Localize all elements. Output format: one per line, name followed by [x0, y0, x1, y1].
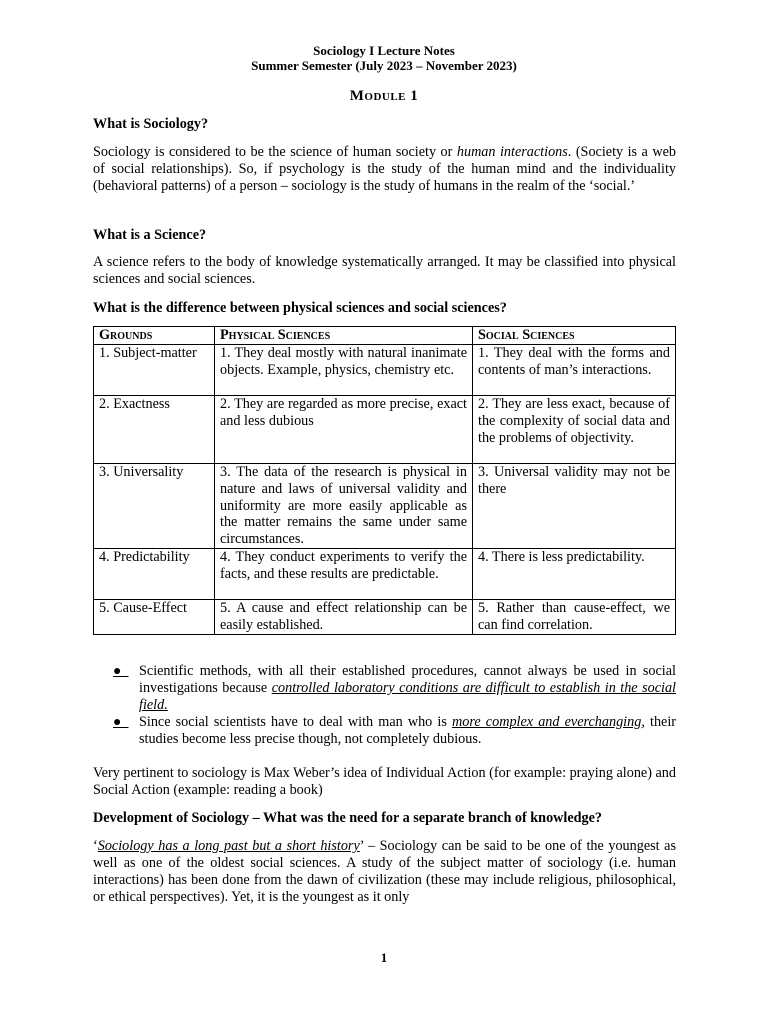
column-header-grounds: Grounds [94, 327, 215, 345]
column-header-social: Social Sciences [473, 327, 676, 345]
bullet-icon: ● [113, 715, 129, 730]
table-cell: 1. They deal mostly with natural inanimate objects. Example, physics, chemistry etc. [215, 345, 473, 396]
heading-what-is-sociology: What is Sociology? [93, 116, 209, 132]
table-row [94, 396, 676, 464]
table-cell: 5. A cause and effect relationship can be easily established. [215, 600, 473, 635]
underlined-text: controlled laboratory conditions are difficult to establish in the social field. [139, 680, 676, 713]
heading-difference: What is the difference between physical sciences and social sciences? [93, 300, 507, 316]
table-row [94, 600, 676, 635]
text-run: ’ [359, 838, 364, 854]
table-cell: 1. They deal with the forms and contents of man’s interactions. [473, 345, 676, 396]
document-title: Sociology I Lecture Notes [313, 43, 455, 58]
text-run: – Sociology can be said to be one of the youngest as well as one of the oldest social sciences. A study of the subject matter of sociology (i.e. human interactions) has been done from the dawn of civilization (these may include religious, philosophical, or ethical perspectives). Yet, it is the youngest as it only [93, 838, 676, 905]
table-row [94, 345, 676, 396]
text-run: ‘ [93, 838, 98, 854]
paragraph-development [93, 838, 676, 906]
table-cell: 3. Universal validity may not be there [473, 464, 676, 549]
table-cell: 5. Rather than cause-effect, we can find correlation. [473, 600, 676, 635]
table-cell: 4. Predictability [94, 549, 215, 600]
document-subtitle: Summer Semester (July 2023 – November 2023) [251, 58, 517, 73]
table-cell: 2. Exactness [94, 396, 215, 464]
table-cell: 3. The data of the research is physical in nature and laws of universal validity and uniformity are more easily applicable as the matter remains the same under same circumstances. [215, 464, 473, 549]
table-header-row [94, 327, 676, 345]
list-item [113, 714, 676, 748]
emphasis-text: human interactions [456, 144, 568, 160]
bullet-list [113, 663, 676, 748]
text-run: , their studies become less precise though, not completely dubious. [139, 714, 677, 747]
table-cell: 2. They are less exact, because of the complexity of social data and the problems of objectivity. [473, 396, 676, 464]
comparison-table [93, 326, 676, 635]
table-row [94, 549, 676, 600]
bullet-icon: ● [113, 664, 129, 679]
column-header-physical: Physical Sciences [215, 327, 473, 345]
table-cell: 4. They conduct experiments to verify the facts, and these results are predictable. [215, 549, 473, 600]
page-number: 1 [380, 950, 388, 965]
underlined-text: more complex and everchanging [452, 714, 642, 730]
heading-what-is-science: What is a Science? [93, 227, 207, 243]
paragraph-science-definition: A science refers to the body of knowledge systematically arranged. It may be classified into physical sciences and social sciences. [93, 254, 676, 287]
paragraph-sociology-definition [93, 144, 676, 195]
module-heading: Module 1 [349, 88, 419, 104]
table-cell: 3. Universality [94, 464, 215, 549]
quote-text: Sociology has a long past but a short history [97, 838, 360, 854]
text-run: Since social scientists have to deal with man who is [139, 714, 453, 730]
table-cell: 5. Cause-Effect [94, 600, 215, 635]
text-run: Sociology is considered to be the science of human society or [93, 144, 457, 160]
paragraph-weber: Very pertinent to sociology is Max Weber’s idea of Individual Action (for example: praying alone) and Social Action (example: reading a book) [93, 765, 676, 798]
table-cell: 2. They are regarded as more precise, exact and less dubious [215, 396, 473, 464]
text-run: Scientific methods, with all their established procedures, cannot always be used in social investigations because [139, 663, 676, 696]
list-item [113, 663, 676, 714]
table-row [94, 464, 676, 549]
heading-development: Development of Sociology – What was the need for a separate branch of knowledge? [93, 810, 603, 826]
table-cell: 4. There is less predictability. [473, 549, 676, 600]
table-cell: 1. Subject-matter [94, 345, 215, 396]
text-run: . (Society is a web of social relationships). So, if psychology is the study of the human mind and the individuality (behavioral patterns) of a person – sociology is the study of humans in the realm of the ‘social.’ [93, 144, 676, 194]
